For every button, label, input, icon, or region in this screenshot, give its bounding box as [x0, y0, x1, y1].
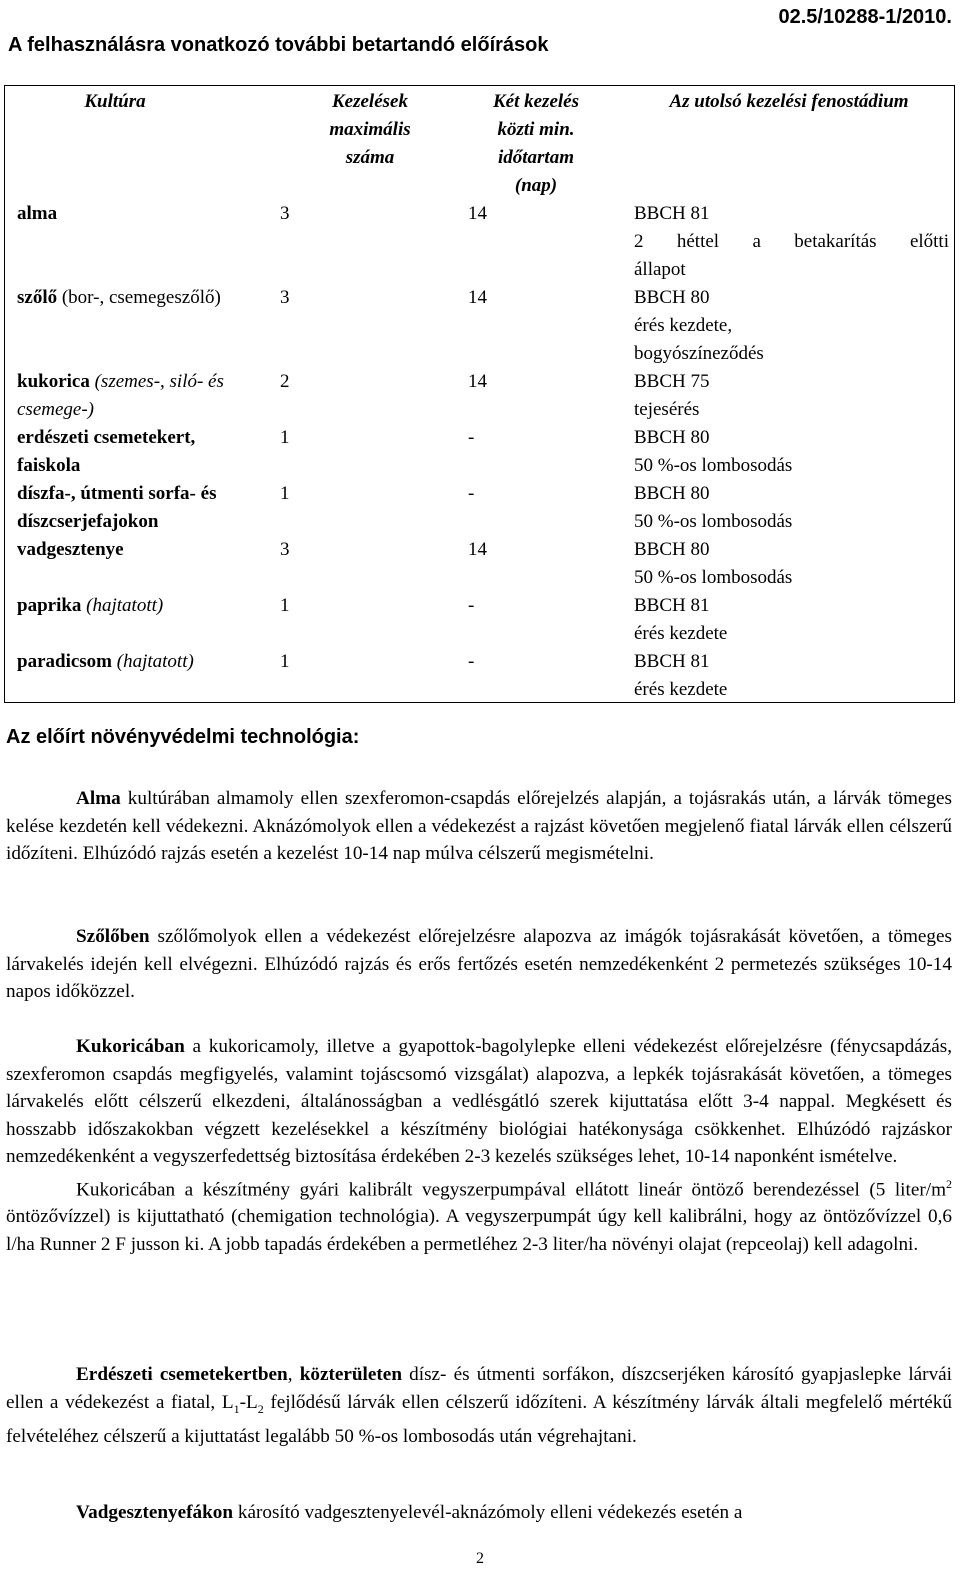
interval-cell: 14 [468, 287, 487, 308]
paragraph-text: -L [239, 1391, 258, 1413]
crop-detail: (szemes-, siló- és csemege-) [17, 371, 224, 420]
paragraph-text: fejlődésű lárvák ellen célszerű időzíteni. A készítmény lárvák általi megfelelő mértékű felvételéhez célszerű a kijuttatást legalább 50 %-os lombosodás után végrehajtani. [6, 1391, 952, 1447]
paragraph-lead: Vadgesztenyefákon [76, 1502, 234, 1523]
usage-table [4, 85, 955, 703]
interval-cell: - [468, 427, 475, 448]
paragraph-kukorica [6, 1033, 952, 1258]
stage-line: tejesérés [634, 399, 700, 420]
paragraph-text: öntözővízzel) is kijuttatható (chemigation technológia). A vegyszerpumpát úgy kell kalibrálni, hogy az öntözővízzel 0,6 l/ha Runner 2 F jusson ki. A jobb tapadás érdekében a permetléhez 2-3 liter/ha növényi olajat (repceolaj) kell adagolni. [6, 1206, 952, 1255]
stage-line: BBCH 80 [634, 483, 710, 504]
stage-line: BBCH 75 [634, 371, 710, 392]
document-code: 02.5/10288-1/2010. [778, 6, 952, 28]
max-treatments-cell: 3 [280, 287, 290, 308]
interval-cell: - [468, 595, 475, 616]
superscript: 2 [946, 1176, 952, 1191]
crop-name: alma [17, 203, 58, 224]
stage-line: állapot [634, 259, 686, 280]
page-heading: A felhasználásra vonatkozó további betartandó előírások [8, 34, 549, 56]
header-line: (nap) [514, 175, 558, 196]
crop-cell [17, 284, 227, 312]
header-line: időtartam [497, 147, 574, 168]
paragraph-lead: Szőlőben [76, 926, 150, 947]
stage-cell [634, 200, 949, 284]
interval-cell: - [468, 651, 475, 672]
stage-line: érés kezdete, [634, 315, 733, 336]
crop-cell [17, 368, 257, 424]
crop-cell [17, 200, 262, 228]
stage-line: érés kezdete [634, 623, 728, 644]
section-title: Az előírt növényvédelmi technológia: [6, 726, 360, 748]
paragraph-erdeszeti [6, 1361, 952, 1450]
stage-cell [634, 368, 949, 424]
header-line: Kezelések [332, 91, 408, 112]
interval-cell: 14 [468, 203, 487, 224]
max-treatments-cell: 3 [280, 203, 290, 224]
paragraph-lead: közterületen [299, 1364, 402, 1385]
paragraph-lead: Alma [76, 788, 121, 809]
crop-name: erdészeti csemetekert, faiskola [17, 427, 196, 476]
crop-name: vadgesztenye [17, 539, 124, 560]
stage-cell [634, 536, 949, 592]
crop-name: paprika [17, 595, 82, 616]
paragraph-lead: Erdészeti csemetekertben [76, 1364, 288, 1385]
paragraph-text: dísz- és útmenti sorfákon, díszcserjéken károsító gyapjaslepke lárvái ellen a védekezést a fiatal, L [6, 1364, 953, 1413]
interval-cell: 14 [468, 371, 487, 392]
subscript: 2 [257, 1401, 264, 1416]
crop-name: szőlő [17, 287, 58, 308]
subscript: 1 [233, 1401, 240, 1416]
crop-name: paradicsom [17, 651, 112, 672]
header-kultura: Kultúra [84, 91, 146, 112]
stage-line: BBCH 80 [634, 539, 710, 560]
header-line: Két kezelés [492, 91, 579, 112]
crop-name: kukorica [17, 371, 90, 392]
header-stage: Az utolsó kezelési fenostádium [669, 91, 909, 112]
crop-cell [17, 648, 262, 676]
separator: , [287, 1364, 300, 1385]
stage-line: BBCH 80 [634, 427, 710, 448]
paragraph-szolo [6, 923, 952, 1006]
crop-name: díszfa-, útmenti sorfa- és díszcserjefajokon [17, 483, 217, 532]
max-treatments-cell: 1 [280, 483, 290, 504]
max-treatments-cell: 2 [280, 371, 290, 392]
stage-line: BBCH 80 [634, 287, 710, 308]
header-line: száma [345, 147, 395, 168]
stage-line: BBCH 81 [634, 203, 710, 224]
interval-cell: - [468, 483, 475, 504]
header-line: maximális [329, 119, 411, 140]
stage-cell [634, 424, 949, 480]
stage-line: BBCH 81 [634, 595, 710, 616]
interval-cell: 14 [468, 539, 487, 560]
stage-line: érés kezdete [634, 679, 728, 700]
crop-detail: (hajtatott) [112, 651, 194, 672]
crop-cell [17, 592, 262, 620]
paragraph-lead: Kukoricában [76, 1036, 185, 1057]
paragraph-vadgesztenye [6, 1499, 952, 1527]
max-treatments-cell: 1 [280, 651, 290, 672]
stage-line: bogyószíneződés [634, 343, 764, 364]
crop-detail: (bor-, csemegeszőlő) [57, 287, 221, 308]
crop-cell [17, 424, 257, 480]
stage-line: 50 %-os lombosodás [634, 567, 793, 588]
paragraph-alma [6, 785, 952, 868]
crop-detail: (hajtatott) [81, 595, 164, 616]
max-treatments-cell: 1 [280, 427, 290, 448]
max-treatments-cell: 1 [280, 595, 290, 616]
stage-line: 50 %-os lombosodás [634, 455, 793, 476]
paragraph-text: károsító vadgesztenyelevél-aknázómoly elleni védekezés esetén a [233, 1502, 743, 1523]
stage-cell [634, 648, 949, 704]
stage-cell [634, 480, 949, 536]
stage-line: 2 héttel a betakarítás előtti [634, 231, 949, 252]
header-max-treatments [295, 88, 445, 172]
paragraph-text: a kukoricamoly, illetve a gyapottok-bagolylepke elleni védekezést előrejelzésre (fénycsapdázás, szexferomon csapdás megfigyelés, valamint tojáscsomó vizsgálat) alapozva, a lepkék tojásrakását követően, a tömeges lárvakelés előtt célszerű elkezdeni, általánosságban a vedlésgátló szerek kijuttatása előtt 3-4 nappal. Megkésett és hosszabb időszakokban végzett kezelésekkel a készítmény biológiai hatékonysága csökkenhet. Elhúzódó rajzáskor nemzedékenként a vegyszerfedettség biztosítása érdekében 2-3 kezelés szükséges lehet, 10-14 naponként ismételve. [6, 1036, 952, 1167]
page-number: 2 [476, 1550, 484, 1567]
paragraph-text: szőlőmolyok ellen a védekezést előrejelzésre alapozva az imágók tojásrakását követően, a tömeges lárvakelés idején kell elvégezni. Elhúzódó rajzás és erős fertőzés esetén nemzedékenként 2 permetezés szükséges 10-14 napos időközzel. [6, 926, 952, 1002]
paragraph-text: kultúrában almamoly ellen szexferomon-csapdás előrejelzés alapján, a tojásrakás után, a lárvák tömeges kelése kezdetén kell védekezni. Aknázómolyok ellen a védekezést a rajzást követően megjelenő fiatal lárvák ellen célszerű időzíteni. Elhúzódó rajzás esetén a kezelést 10-14 nap múlva célszerű megismételni. [6, 788, 952, 864]
stage-cell [634, 284, 949, 368]
stage-cell [634, 592, 949, 648]
max-treatments-cell: 3 [280, 539, 290, 560]
paragraph-text: Kukoricában a készítmény gyári kalibrált vegyszerpumpával ellátott lineár öntöző berendezéssel (5 liter/m [76, 1178, 946, 1200]
stage-line: 50 %-os lombosodás [634, 511, 793, 532]
header-interval [461, 88, 611, 200]
stage-line: BBCH 81 [634, 651, 710, 672]
crop-cell [17, 480, 257, 536]
header-line: közti min. [497, 119, 575, 140]
crop-cell [17, 536, 262, 564]
